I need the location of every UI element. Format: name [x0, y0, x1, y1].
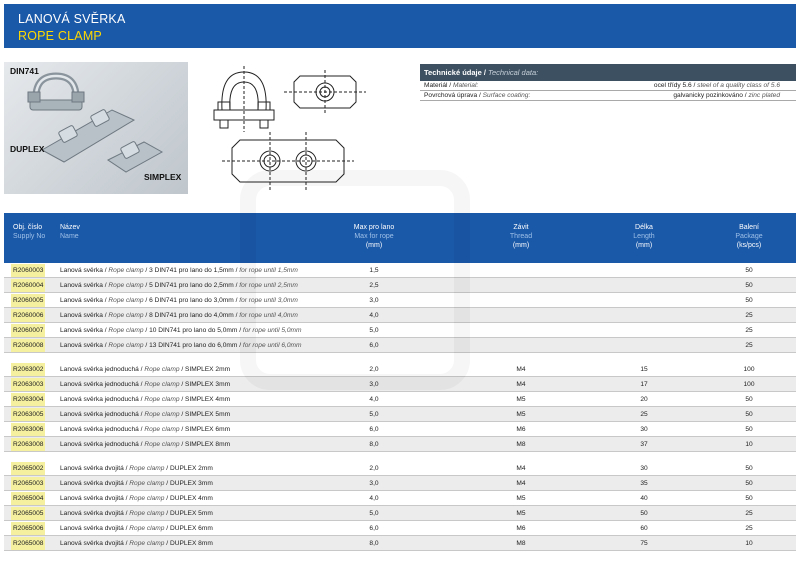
max-rope: 2,0: [369, 465, 379, 472]
table-row: [4, 323, 796, 338]
col-header-max: Max pro lano Max for rope (mm): [353, 224, 395, 249]
label-simplex: SIMPLEX: [144, 172, 182, 182]
col-header-package: Balení Package (ks/pcs): [735, 224, 763, 249]
supply-number: R2065008: [11, 537, 45, 550]
package: 50: [745, 465, 753, 472]
product-photo: [4, 62, 188, 194]
max-rope: 6,0: [369, 342, 379, 349]
table-row: [4, 521, 796, 536]
table-row: [4, 338, 796, 353]
max-rope: 3,0: [369, 381, 379, 388]
col-header-code: Obj. číslo Supply No: [13, 224, 46, 240]
page-header: [4, 4, 796, 48]
length: 37: [640, 441, 648, 448]
product-name: Lanová svěrka dvojitá / Rope clamp / DUPLEX 6mm: [60, 525, 213, 532]
package: 25: [745, 342, 753, 349]
package: 10: [745, 540, 753, 547]
table-row: [4, 377, 796, 392]
table-header: [4, 213, 796, 263]
thread: M8: [516, 540, 526, 547]
length: 50: [640, 510, 648, 517]
product-name: Lanová svěrka / Rope clamp / 8 DIN741 pro lano do 4,0mm / for rope until 4,0mm: [60, 312, 298, 319]
table-row: [4, 491, 796, 506]
col-header-name: Název Name: [60, 224, 80, 240]
table-row: [4, 308, 796, 323]
product-name: Lanová svěrka / Rope clamp / 13 DIN741 pro lano do 6,0mm / for rope until 6,0mm: [60, 342, 302, 349]
table-row: [4, 407, 796, 422]
max-rope: 3,0: [369, 297, 379, 304]
max-rope: 2,0: [369, 366, 379, 373]
supply-number: R2065002: [11, 462, 45, 475]
supply-number: R2063004: [11, 393, 45, 406]
max-rope: 5,0: [369, 327, 379, 334]
thread: M5: [516, 411, 526, 418]
table-row: [4, 278, 796, 293]
product-name: Lanová svěrka jednoduchá / Rope clamp / SIMPLEX 3mm: [60, 381, 231, 388]
table-row: [4, 536, 796, 551]
max-rope: 6,0: [369, 426, 379, 433]
supply-number: R2060005: [11, 294, 45, 307]
package: 50: [745, 426, 753, 433]
col-header-thread: Závit Thread (mm): [509, 224, 533, 249]
length: 35: [640, 480, 648, 487]
thread: M4: [516, 480, 526, 487]
technical-data-header: [420, 64, 796, 81]
max-rope: 4,0: [369, 396, 379, 403]
length: 30: [640, 465, 648, 472]
thread: M4: [516, 465, 526, 472]
table-row: [4, 362, 796, 377]
supply-number: R2060006: [11, 309, 45, 322]
supply-number: R2060008: [11, 339, 45, 352]
product-name: Lanová svěrka jednoduchá / Rope clamp / SIMPLEX 6mm: [60, 426, 231, 433]
product-name: Lanová svěrka jednoduchá / Rope clamp / SIMPLEX 5mm: [60, 411, 231, 418]
package: 25: [745, 510, 753, 517]
package: 50: [745, 411, 753, 418]
technical-data-row: [420, 81, 796, 91]
length: 17: [640, 381, 648, 388]
package: 50: [745, 396, 753, 403]
product-name: Lanová svěrka / Rope clamp / 10 DIN741 pro lano do 5,0mm / for rope until 5,0mm: [60, 327, 302, 334]
product-name: Lanová svěrka jednoduchá / Rope clamp / SIMPLEX 2mm: [60, 366, 231, 373]
length: 25: [640, 411, 648, 418]
length: 40: [640, 495, 648, 502]
length: 75: [640, 540, 648, 547]
product-name: Lanová svěrka jednoduchá / Rope clamp / SIMPLEX 4mm: [60, 396, 231, 403]
length: 30: [640, 426, 648, 433]
package: 50: [745, 267, 753, 274]
package: 100: [743, 381, 755, 388]
label-duplex: DUPLEX: [10, 144, 45, 154]
package: 50: [745, 480, 753, 487]
table-row: [4, 476, 796, 491]
supply-number: R2065003: [11, 477, 45, 490]
package: 25: [745, 312, 753, 319]
technical-data-title-en: Technical data:: [485, 68, 539, 77]
max-rope: 8,0: [369, 540, 379, 547]
table-row: [4, 392, 796, 407]
product-name: Lanová svěrka dvojitá / Rope clamp / DUPLEX 4mm: [60, 495, 213, 502]
technical-data-row: [420, 91, 796, 101]
supply-number: R2060003: [11, 264, 45, 277]
title-cz: LANOVÁ SVĚRKA: [18, 12, 126, 26]
product-name: Lanová svěrka dvojitá / Rope clamp / DUPLEX 2mm: [60, 465, 213, 472]
table-row: [4, 461, 796, 476]
supply-number: R2063003: [11, 378, 45, 391]
package: 10: [745, 441, 753, 448]
thread: M8: [516, 441, 526, 448]
technical-drawings: [200, 58, 400, 198]
max-rope: 4,0: [369, 495, 379, 502]
supply-number: R2060004: [11, 279, 45, 292]
length: 20: [640, 396, 648, 403]
label-din741: DIN741: [10, 66, 39, 76]
title-en: ROPE CLAMP: [18, 29, 102, 43]
thread: M4: [516, 381, 526, 388]
technical-data-value: ocel třídy 5.6 / steel of a quality class of 5.6: [653, 82, 780, 89]
max-rope: 4,0: [369, 312, 379, 319]
table-row: [4, 422, 796, 437]
table-row: [4, 293, 796, 308]
product-name: Lanová svěrka dvojitá / Rope clamp / DUPLEX 8mm: [60, 540, 213, 547]
product-name: Lanová svěrka / Rope clamp / 5 DIN741 pro lano do 2,5mm / for rope until 2,5mm: [60, 282, 298, 289]
table-row: [4, 437, 796, 452]
supply-number: R2063006: [11, 423, 45, 436]
product-name: Lanová svěrka dvojitá / Rope clamp / DUPLEX 5mm: [60, 510, 213, 517]
supply-number: R2063008: [11, 438, 45, 451]
length: 15: [640, 366, 648, 373]
table-row: [4, 263, 796, 278]
technical-data-panel: [420, 64, 796, 101]
product-name: Lanová svěrka / Rope clamp / 6 DIN741 pro lano do 3,0mm / for rope until 3,0mm: [60, 297, 298, 304]
package: 25: [745, 327, 753, 334]
length: 60: [640, 525, 648, 532]
col-header-length: Délka Length (mm): [633, 224, 655, 249]
thread: M5: [516, 510, 526, 517]
technical-data-label: Povrchová úprava / Surface coating:: [424, 92, 531, 99]
max-rope: 5,0: [369, 510, 379, 517]
max-rope: 3,0: [369, 480, 379, 487]
supply-number: R2063002: [11, 363, 45, 376]
package: 50: [745, 297, 753, 304]
package: 100: [743, 366, 755, 373]
product-name: Lanová svěrka / Rope clamp / 3 DIN741 pro lano do 1,5mm / for rope until 1,5mm: [60, 267, 298, 274]
thread: M6: [516, 525, 526, 532]
max-rope: 1,5: [369, 267, 379, 274]
technical-data-value: galvanicky pozinkováno / zinc plated: [673, 92, 780, 99]
table-row: [4, 506, 796, 521]
max-rope: 2,5: [369, 282, 379, 289]
thread: M5: [516, 396, 526, 403]
package: 25: [745, 525, 753, 532]
supply-number: R2065005: [11, 507, 45, 520]
thread: M6: [516, 426, 526, 433]
max-rope: 6,0: [369, 525, 379, 532]
technical-data-title: Technické údaje /: [424, 68, 486, 77]
thread: M4: [516, 366, 526, 373]
supply-number: R2065006: [11, 522, 45, 535]
thread: M5: [516, 495, 526, 502]
max-rope: 5,0: [369, 411, 379, 418]
package: 50: [745, 282, 753, 289]
max-rope: 8,0: [369, 441, 379, 448]
package: 50: [745, 495, 753, 502]
technical-data-label: Materiál / Material:: [424, 82, 479, 89]
supply-number: R2060007: [11, 324, 45, 337]
supply-number: R2065004: [11, 492, 45, 505]
product-name: Lanová svěrka dvojitá / Rope clamp / DUPLEX 3mm: [60, 480, 213, 487]
product-name: Lanová svěrka jednoduchá / Rope clamp / SIMPLEX 8mm: [60, 441, 231, 448]
supply-number: R2063005: [11, 408, 45, 421]
